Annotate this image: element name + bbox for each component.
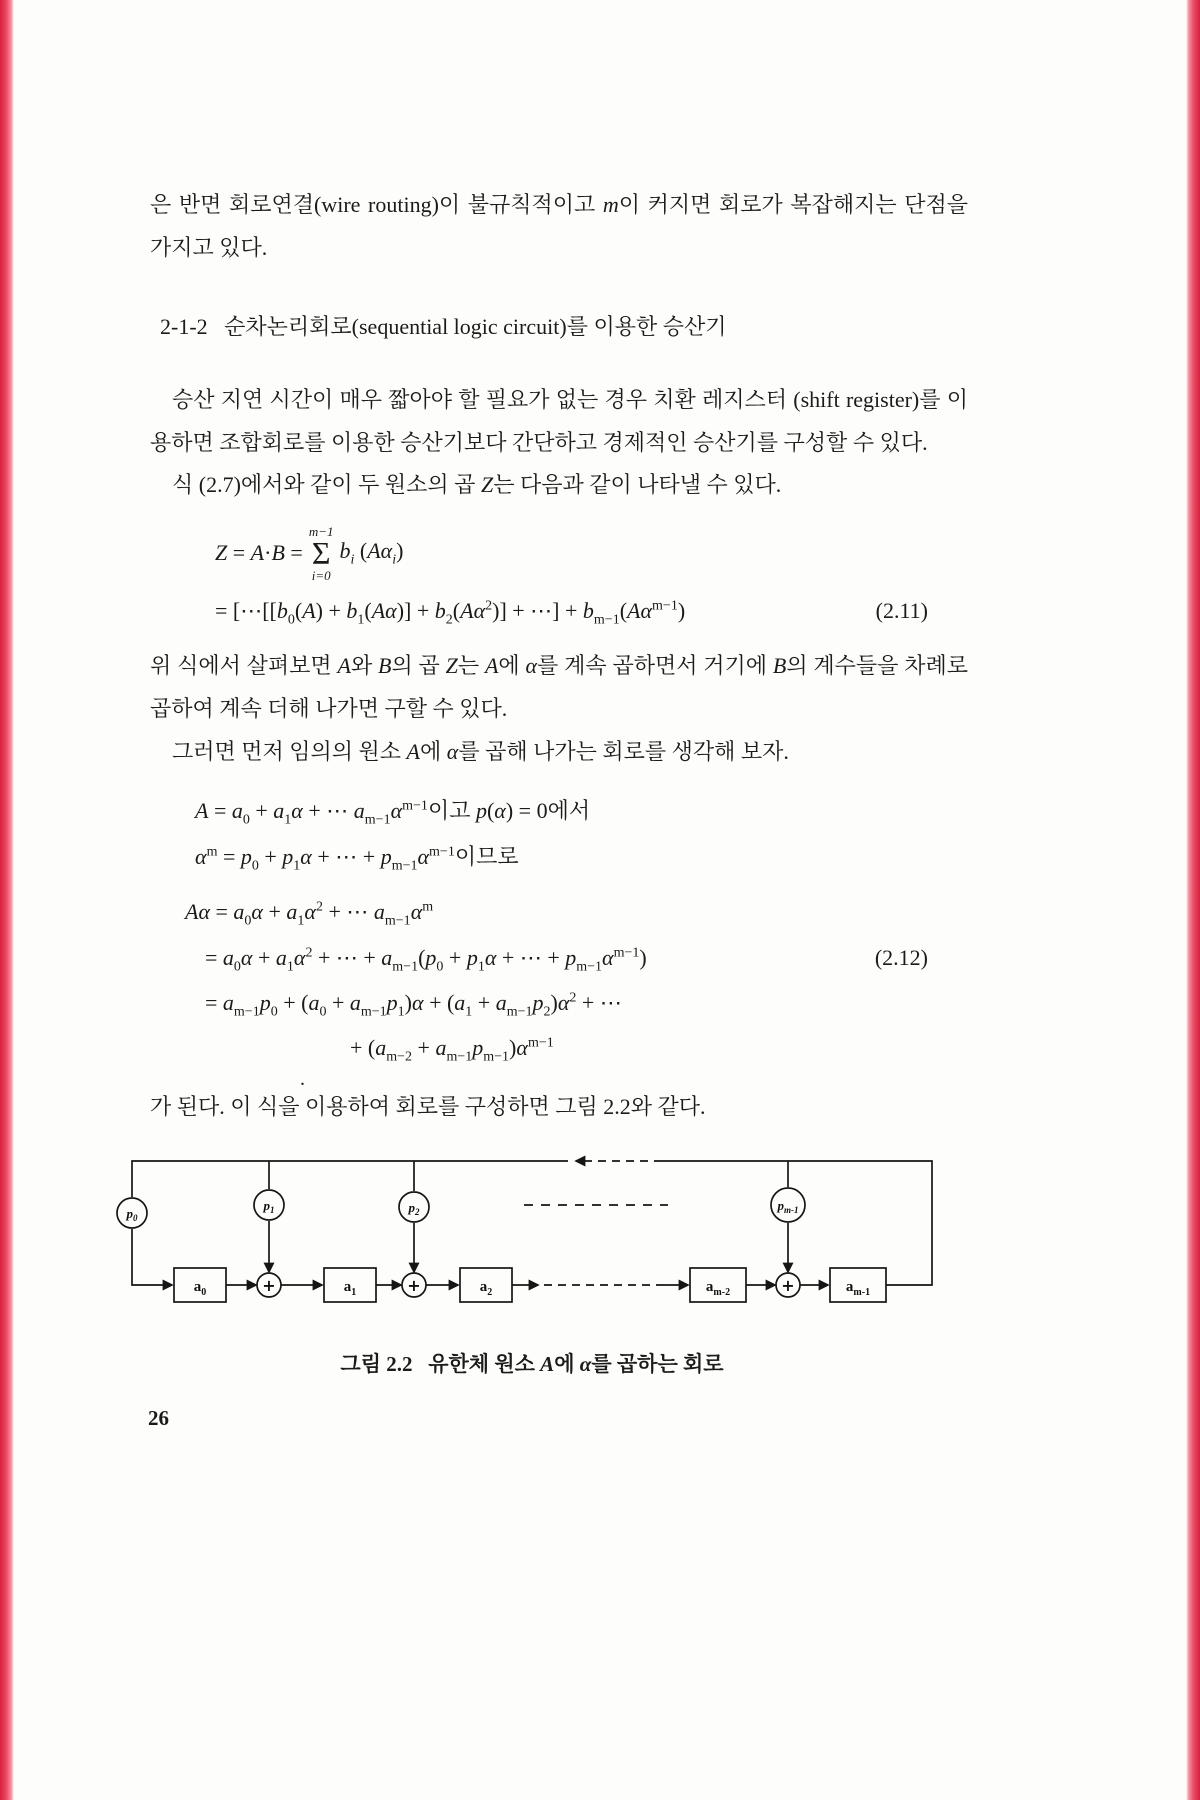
paragraph-circuit-intro: 그러면 먼저 임의의 원소 A에 α를 곱해 나가는 회로를 생각해 보자. [172,738,789,764]
equation-2-12 [150,890,968,1072]
scan-edge-left [0,0,14,1800]
eq211-lhs: Z = A·B = [215,540,303,566]
eq212-line2-body: = $a_0\alpha + a_1\alpha^2$ + ⋯ + $a_{m-1}(p_0 + p_1\alpha$ + ⋯ + $p_{m-1}\alpha^{m-1}$) [205,944,647,974]
sigma-operator [309,525,334,581]
register-am2-label: $a_{m-2}$ [705,1278,731,1298]
paragraph-figure-intro: 가 된다. 이 식을 이용하여 회로를 구성하면 그림 2.2와 같다. [150,1093,706,1119]
section-heading-2-1-2: 2-1-2 순차논리회로(sequential logic circuit)를 이용한 승산기 [160,313,727,339]
eq211-line1 [150,517,968,589]
eq212-line2 [150,936,968,981]
sigma-lower-limit: i=0 [311,567,331,583]
wire-feedback-right-top [662,1161,932,1285]
register-a2-label: $a_2$ [479,1278,493,1298]
page-content [126,184,969,1384]
adder2-plus-icon: + [407,1275,421,1295]
wire-top-left [132,1161,568,1197]
p0-label: $p_0$ [126,1205,138,1223]
paragraph-eq211-intro: 식 (2.7)에서와 같이 두 원소의 곱 Z는 다음과 같이 나타낼 수 있다. [172,472,782,498]
sigma-symbol: Σ [311,535,331,572]
eq212-number-tag: (2.12) [874,944,928,970]
eqA-line2: $\alpha^m = p_0 + p_1\alpha$ + ⋯ + $p_{m-1}\alpha^{m-1}$이므로 [195,843,519,874]
eq212-line4: + $(a_{m-2} + a_{m-1}p_{m-1})\alpha^{m-1}$ [350,1035,554,1065]
eq212-line3: = $a_{m-1}p_0 + (a_0 + a_{m-1}p_1)\alpha + (a_1 + a_{m-1}p_2)\alpha^2$ + ⋯ [205,989,622,1020]
equation-definitions [150,789,968,880]
paragraph-eq211-discussion: 위 식에서 살펴보면 A와 B의 곱 Z는 A에 α를 계속 곱하면서 거기에 B의 계수들을 차례로 곱하여 계속 더해 나가면 구할 수 있다. [150,652,968,721]
eq211-line2 [150,589,968,634]
register-a0-label: $a_0$ [193,1278,207,1298]
scan-stray-dot: . [300,1067,305,1090]
figure-2-2-circuit-diagram [112,1145,952,1327]
scan-edge-right [1186,0,1200,1800]
p1-label: $p_1$ [263,1197,275,1215]
pm1-label: $p_{m-1}$ [777,1197,799,1215]
eqA-line1: $A = a_0 + a_1\alpha$ + ⋯ $a_{m-1}\alpha^{m-1}$이고 p(α) = 0에서 [195,798,591,828]
equation-2-11 [150,517,968,634]
adder1-plus-icon: + [262,1275,276,1295]
register-a1-label: $a_1$ [343,1278,357,1298]
figure-2-2-caption: 그림 2.2 유한체 원소 A에 α를 곱하는 회로 [340,1351,724,1376]
eq211-rhs: $b_i$ $(A\alpha_i)$ [339,537,404,568]
adder3-plus-icon: + [781,1275,795,1295]
p2-label: $p_2$ [408,1199,420,1217]
paragraph-wire-routing: 은 반면 회로연결(wire routing)이 불규칙적이고 m이 커지면 회로가 복잡해지는 단점을 가지고 있다. [150,192,969,260]
eq211-line2-body: = [$\cdots[[b_0(A) + b_1(A\alpha)] + b_2(A\alpha^2)]$ + ⋯] + $b_{m-1}(A\alpha^{m-1})$ [215,598,686,628]
page-number: 26 [148,1406,169,1430]
sigma-upper-limit: m−1 [308,524,334,540]
figure-2-2 [112,1145,952,1385]
register-am1-label: $a_{m-1}$ [845,1278,871,1298]
eq211-number-tag: (2.11) [875,598,928,624]
paragraph-shift-register: 승산 지연 시간이 매우 짧아야 할 필요가 없는 경우 치환 레지스터 (shift register)를 이용하면 조합회로를 이용한 승산기보다 간단하고 경제적인 승산기를 구성할 수 있다. [150,386,968,455]
eq212-line1: $A\alpha = a_0\alpha + a_1\alpha^2$ + ⋯ $a_{m-1}\alpha^m$ [185,899,434,929]
wire-p0-to-a0 [132,1229,172,1285]
